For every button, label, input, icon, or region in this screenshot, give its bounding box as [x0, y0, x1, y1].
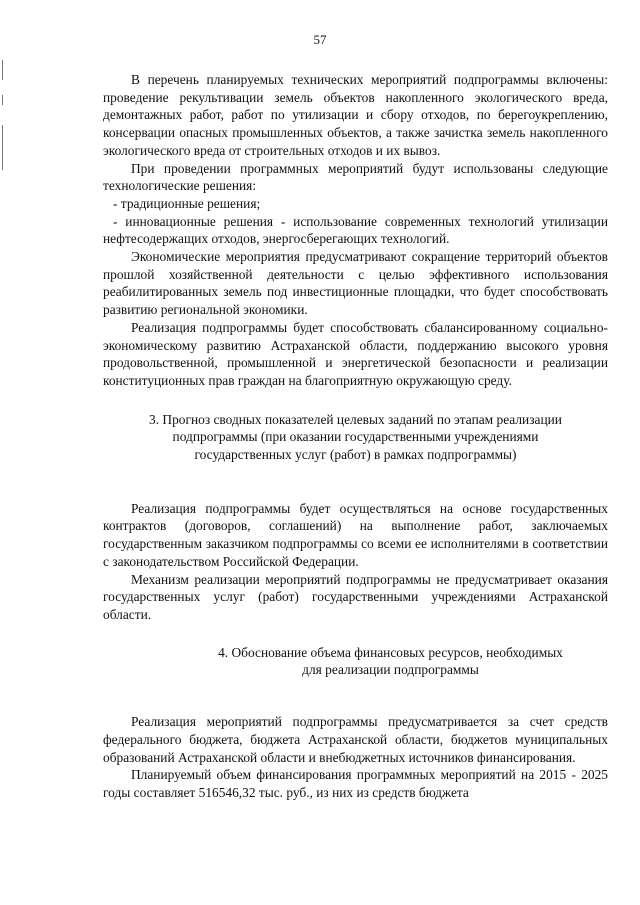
document-body	[103, 71, 608, 802]
paragraph: Механизм реализации мероприятий подпрограммы не предусматривает оказания государственных услуг (работ) государственными учреждениями Астраханской области.	[103, 571, 608, 622]
heading-line: для реализации подпрограммы	[302, 662, 479, 678]
paragraph: Реализация подпрограммы будет осуществляться на основе государственных контрактов (договоров, соглашений) на выполнение работ, заключаемых государственным заказчиком подпрограммы со всеми ее исполнителями в соответствии с законодательством Российской Федерации.	[103, 500, 608, 569]
section-3-heading	[103, 411, 608, 464]
scan-margin-mark	[2, 60, 3, 80]
paragraph: Реализация мероприятий подпрограммы предусматривается за счет средств федерального бюджета, бюджета Астраханской области, бюджетов муниципальных образований Астраханской области и внебюджетных источников финансирования.	[103, 714, 608, 765]
heading-line: подпрограммы (при оказании государственными учреждениями	[172, 429, 539, 445]
list-item: - инновационные решения - использование современных технологий утилизации нефтесодержащих отходов, энергосберегающих технологий.	[103, 213, 608, 247]
page-number: 57	[313, 32, 327, 47]
heading-line: 4. Обоснование объема финансовых ресурсов, необходимых	[218, 644, 563, 660]
paragraph: В перечень планируемых технических мероприятий подпрограммы включены: проведение рекультивации земель объектов накопленного экологического вреда, демонтажных работ, работ по утилизации и сбору отходов, по берегоукреплению, консервации опасных промышленных объектов, а также зачистка земель накопленного экологического вреда от строительных отходов и их вывоз.	[103, 72, 608, 158]
scan-margin-mark	[2, 95, 3, 105]
paragraph: Экономические мероприятия предусматривают сокращение территорий объектов прошлой хозяйственной деятельности с целью эффективного использования реабилитированных земель под инвестиционные площадки, что будет способствовать развитию региональной экономики.	[103, 249, 608, 318]
paragraph: При проведении программных мероприятий будут использованы следующие технологические решения:	[103, 160, 608, 194]
section-4-heading	[103, 644, 608, 679]
heading-line: 3. Прогноз сводных показателей целевых заданий по этапам реализации	[149, 411, 562, 427]
scan-margin-mark	[2, 125, 3, 170]
paragraph: Планируемый объем финансирования программных мероприятий на 2015 - 2025 годы составляет 516546,32 тыс. руб., из них из средств бюджета	[103, 767, 608, 800]
heading-line: государственных услуг (работ) в рамках подпрограммы)	[194, 447, 517, 463]
paragraph: Реализация подпрограммы будет способствовать сбалансированному социально-экономическому развитию Астраханской области, поддержанию высокого уровня продовольственной, промышленной и энергетической безопасности и реализации конституционных прав граждан на благоприятную окружающую среду.	[103, 319, 608, 388]
list-item: - традиционные решения;	[113, 195, 261, 211]
